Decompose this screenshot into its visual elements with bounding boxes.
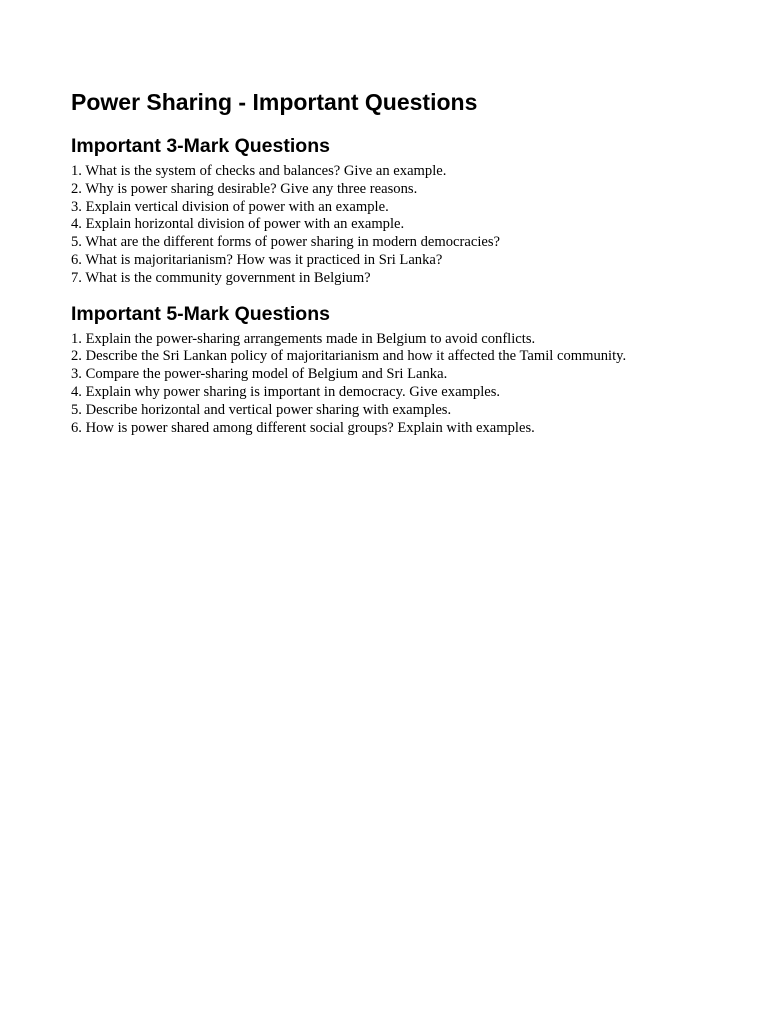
question-item: 3. Compare the power-sharing model of Belgium and Sri Lanka. (71, 366, 448, 383)
question-item: 5. What are the different forms of power sharing in modern democracies? (71, 234, 501, 251)
question-list (71, 331, 731, 438)
section-5-mark (71, 302, 731, 438)
question-item: 1. Explain the power-sharing arrangements made in Belgium to avoid conflicts. (71, 330, 536, 347)
question-item: 3. Explain vertical division of power with an example. (71, 198, 389, 215)
document-title: Power Sharing - Important Questions (71, 89, 478, 115)
question-item: 1. What is the system of checks and balances? Give an example. (71, 163, 447, 179)
question-item: 6. How is power shared among different social groups? Explain with examples. (71, 419, 535, 436)
question-item: 4. Explain horizontal division of power with an example. (71, 216, 405, 233)
question-item: 2. Why is power sharing desirable? Give any three reasons. (71, 180, 418, 197)
document-page (71, 88, 731, 451)
section-heading: Important 5-Mark Questions (71, 302, 330, 325)
question-item: 4. Explain why power sharing is important in democracy. Give examples. (71, 383, 501, 400)
question-item: 7. What is the community government in Belgium? (71, 269, 371, 286)
question-item: 5. Describe horizontal and vertical power sharing with examples. (71, 401, 452, 418)
question-item: 2. Describe the Sri Lankan policy of majoritarianism and how it affected the Tamil community. (71, 348, 627, 365)
question-list (71, 163, 731, 288)
section-heading: Important 3-Mark Questions (71, 135, 330, 157)
section-3-mark (71, 134, 731, 288)
question-item: 6. What is majoritarianism? How was it practiced in Sri Lanka? (71, 251, 443, 268)
